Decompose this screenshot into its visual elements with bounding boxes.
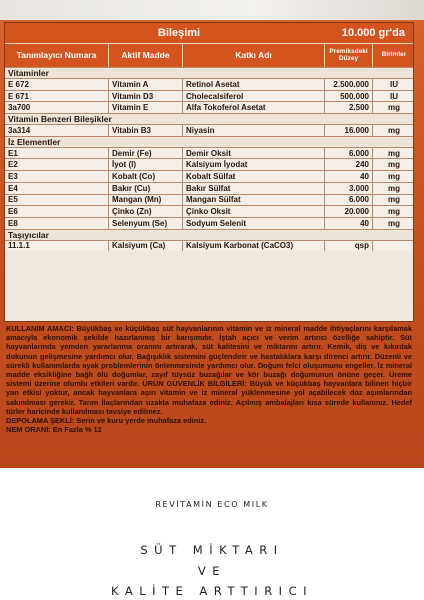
cell-id: E8: [5, 218, 109, 229]
cell-additive: Kalsiyum İyodat: [183, 159, 325, 170]
cell-unit: IU: [390, 79, 398, 89]
table-row: [5, 147, 413, 159]
cell-unit: mg: [388, 207, 400, 217]
tagline-line-1: SÜT MİKTARI: [140, 543, 284, 557]
table-header-row: [5, 43, 413, 67]
col-header-additive: Katkı Adı: [183, 44, 325, 67]
cell-additive: Çinko Oksit: [183, 206, 325, 217]
cell-level: qsp: [325, 241, 373, 252]
cell-active: Selenyum (Se): [109, 218, 183, 229]
cell-level: 2.500: [325, 102, 373, 113]
cell-additive: Mangan Sülfat: [183, 195, 325, 206]
cell-id: E3: [5, 171, 109, 182]
cell-unit: mg: [388, 218, 400, 228]
cell-active: Bakır (Cu): [109, 183, 183, 194]
col-header-active: Aktif Madde: [109, 44, 183, 67]
moisture-text: NEM ORANI: En Fazla % 12: [6, 425, 102, 435]
cell-unit: mg: [388, 195, 400, 205]
cell-additive: Sodyum Selenit: [183, 218, 325, 229]
product-name-caption: REVİTAMİN ECO MILK: [155, 500, 269, 509]
cell-additive: Demir Oksit: [183, 148, 325, 159]
cell-id: E4: [5, 183, 109, 194]
safety-text: ÜRÜN GÜVENLİK BİLGİLERİ: Büyük ve küçükbaş hayvanlara bilinen hiçbir yan etkisi yoktur, ancak hayvanlara aşırı vitamin ve iz mineral yüklenmesine yol açabilecek doz aşımlarından sakınılması gerekir. Tarım İlaçlarından uzakta muhafaza ediniz. Açılmış ambalajları kısa sürede kullanınız. Hedef türler haricinde kullanılması tavsiye edilmez.: [6, 379, 413, 416]
storage-text: DEPOLAMA ŞEKLİ: Serin ve kuru yerde muhafaza ediniz.: [6, 416, 207, 426]
usage-text: KULLANIM AMACI: Büyükbaş ve küçükbaş süt hayvanlarının vitamin ve iz mineral madde ihtiyaçlarını karşılamak amacıyla ekonomik şekilde hazırlanmış bir karışımdır. İştah açıcı ve verim artırıcı özelliğe sahiptir. Süt hayvanlarında yemden yararlanma oranını artırarak, süt kalitesini ve miktarını artırır. Kemik, diş ve kıkırdak dokunun gelişmesine yardımcı olur. Bağışıklık sistemini güçlendirir ve hastalıklara karşı direnci artırır. Düzenli ve sürekli kullanımlarda ayak problemlerinin önlenmesinde yardımcı olur. Doğum felci oluşumunu engeller. İz mineral madde eksikliğine bağlı ölü doğumlar, zayıf tüysüz buzağılar ve kör buzağı doğumunun önüne geçer. Üreme sistemi üzerine olumlu etkileri vardır.: [6, 324, 412, 389]
table-row: [5, 101, 413, 113]
cell-active: Vitamin D3: [109, 91, 183, 102]
section-heading: Taşıyıcılar: [5, 229, 413, 240]
table-row: [5, 158, 413, 170]
cell-id: E5: [5, 195, 109, 206]
table-row: [5, 205, 413, 217]
cell-level: 240: [325, 159, 373, 170]
cell-active: Kalsiyum (Ca): [109, 241, 183, 252]
table-row: [5, 182, 413, 194]
table-row: [5, 240, 413, 252]
cell-active: Vitamin E: [109, 102, 183, 113]
cell-level: 40: [325, 218, 373, 229]
cell-unit: IU: [390, 91, 398, 101]
cell-unit: mg: [388, 148, 400, 158]
cell-id: E 671: [5, 91, 109, 102]
cell-level: 40: [325, 171, 373, 182]
cell-unit: mg: [388, 160, 400, 170]
cell-additive: Retinol Asetat: [183, 79, 325, 90]
cell-active: Vitamin A: [109, 79, 183, 90]
col-header-level: Premiksdeki Düzey: [325, 44, 373, 67]
cell-id: 3a700: [5, 102, 109, 113]
cell-active: Vitabin B3: [109, 125, 183, 136]
cell-active: Demir (Fe): [109, 148, 183, 159]
cell-id: E6: [5, 206, 109, 217]
cell-id: E2: [5, 159, 109, 170]
cell-level: 6.000: [325, 148, 373, 159]
table-row: [5, 124, 413, 136]
cell-additive: Kobalt Sülfat: [183, 171, 325, 182]
cell-active: İyot (I): [109, 159, 183, 170]
cell-level: 3.000: [325, 183, 373, 194]
cell-unit: mg: [388, 103, 400, 113]
cell-active: Çinko (Zn): [109, 206, 183, 217]
col-header-unit: Birimler: [381, 51, 407, 59]
cell-additive: Niyasin: [183, 125, 325, 136]
cell-additive: Bakır Sülfat: [183, 183, 325, 194]
cell-level: 20.000: [325, 206, 373, 217]
composition-label: [4, 22, 414, 322]
label-amount-header: 10.000 gr'da: [341, 27, 405, 39]
cell-id: E1: [5, 148, 109, 159]
cell-level: 6.000: [325, 195, 373, 206]
table-row: [5, 78, 413, 90]
cell-active: Kobalt (Co): [109, 171, 183, 182]
tagline-line-2: VE: [197, 564, 227, 578]
cell-id: E 672: [5, 79, 109, 90]
label-title: Bileşimi: [157, 27, 201, 39]
cell-id: 11.1.1: [5, 241, 109, 252]
cell-unit: mg: [388, 125, 400, 135]
cell-unit: [373, 241, 415, 252]
cell-level: 500.000: [325, 91, 373, 102]
label-title-bar: [5, 23, 413, 43]
label-notes: [4, 324, 414, 464]
cell-id: 3a314: [5, 125, 109, 136]
photo-background-top: [0, 0, 424, 20]
tagline-line-3: KALİTE ARTTIRICI: [110, 584, 313, 598]
composition-table-body: [5, 67, 413, 251]
cell-unit: mg: [388, 171, 400, 181]
cell-active: Mangan (Mn): [109, 195, 183, 206]
cell-additive: Alfa Tokoferol Asetat: [183, 102, 325, 113]
section-heading: Vitamin Benzeri Bileşikler: [5, 113, 413, 124]
cell-additive: Kalsiyum Karbonat (CaCO3): [183, 241, 325, 252]
cell-unit: mg: [388, 183, 400, 193]
cell-level: 2.500.000: [325, 79, 373, 90]
cell-additive: Cholecalsiferol: [183, 91, 325, 102]
cell-level: 16.000: [325, 125, 373, 136]
table-row: [5, 194, 413, 206]
col-header-id: Tanımlayıcı Numara: [5, 44, 109, 67]
table-row: [5, 217, 413, 229]
section-heading: İz Elementler: [5, 136, 413, 147]
table-row: [5, 90, 413, 102]
table-row: [5, 170, 413, 182]
section-heading: Vitaminler: [5, 67, 413, 78]
